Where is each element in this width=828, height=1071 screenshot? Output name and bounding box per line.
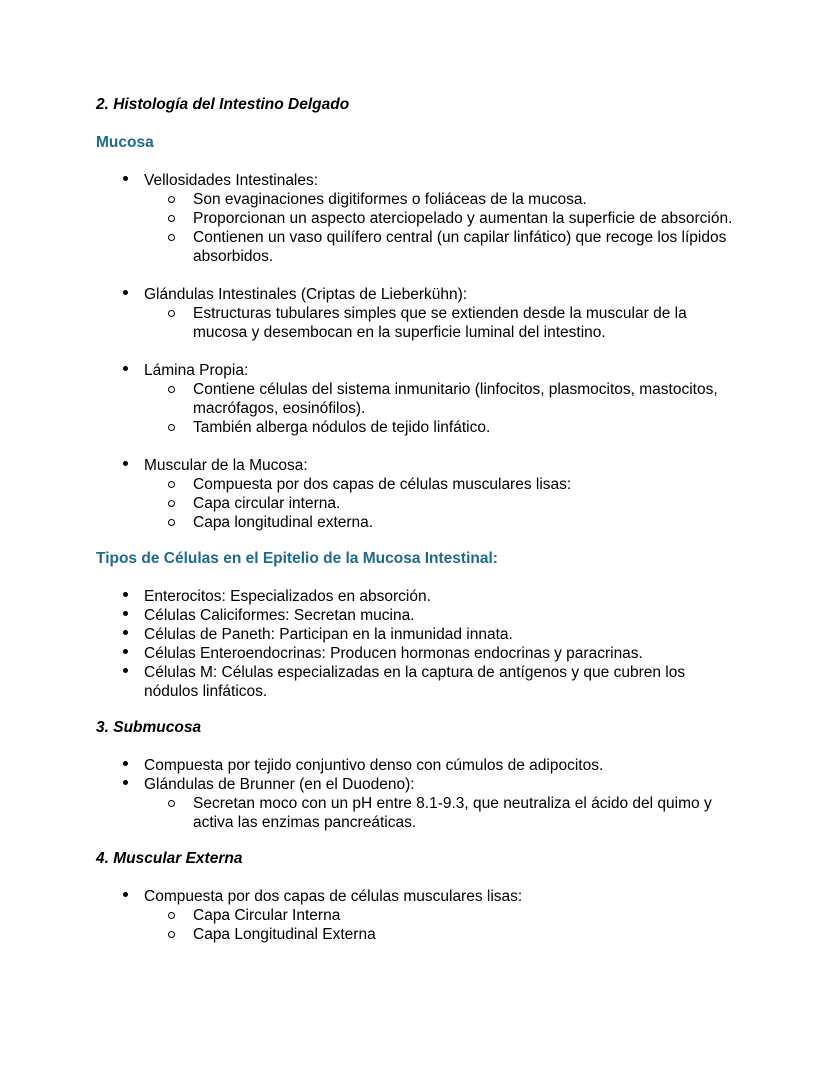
bullet-icon (120, 606, 130, 625)
submucosa-list (96, 756, 736, 832)
circle-bullet-icon (168, 912, 175, 919)
circle-bullet-icon (168, 424, 175, 431)
bullet-icon (120, 625, 130, 644)
sublist-item: También alberga nódulos de tejido linfático. (144, 418, 736, 437)
sublist-item: Capa Circular Interna (144, 906, 736, 925)
circle-bullet-icon (168, 481, 175, 488)
list-item-label: Glándulas Intestinales (Criptas de Lieberkühn): (144, 286, 468, 303)
sublist (96, 475, 736, 532)
sublist-item: Contiene células del sistema inmunitario (linfocitos, plasmocitos, mastocitos, macrófagos, eosinófilos). (144, 380, 736, 418)
sublist-item: Proporcionan un aspecto aterciopelado y aumentan la superficie de absorción. (144, 209, 736, 228)
sublist-item: Capa circular interna. (144, 494, 736, 513)
list-item-capas-musculares: Compuesta por dos capas de células musculares lisas: Capa Circular Interna Capa Longitudinal Externa (96, 887, 736, 944)
list-item-tejido-conjuntivo: Compuesta por tejido conjuntivo denso con cúmulos de adipocitos. (96, 756, 736, 775)
sublist (96, 906, 736, 944)
list-item-caliciformes: Células Caliciformes: Secretan mucina. (96, 606, 736, 625)
list-item-muscular-mucosa (96, 456, 736, 532)
bullet-icon (120, 361, 130, 380)
bullet-icon (120, 171, 130, 190)
list-item-lamina-propia (96, 361, 736, 437)
sublist-item: Compuesta por dos capas de células musculares lisas: (144, 475, 736, 494)
circle-bullet-icon (168, 310, 175, 317)
sublist-item: Secretan moco con un pH entre 8.1-9.3, que neutraliza el ácido del quimo y activa las enzimas pancreáticas. (144, 794, 736, 832)
cell-types-list (96, 587, 736, 701)
sublist-item: Son evaginaciones digitiformes o foliáceas de la mucosa. (144, 190, 736, 209)
list-item-paneth: Células de Paneth: Participan en la inmunidad innata. (96, 625, 736, 644)
mucosa-list (96, 171, 736, 532)
bullet-icon (120, 456, 130, 475)
sublist (96, 794, 736, 832)
section-title-histologia: 2. Histología del Intestino Delgado (96, 96, 350, 113)
list-item-label: Muscular de la Mucosa: (144, 457, 308, 474)
circle-bullet-icon (168, 196, 175, 203)
circle-bullet-icon (168, 215, 175, 222)
circle-bullet-icon (168, 234, 175, 241)
sublist (96, 380, 736, 437)
circle-bullet-icon (168, 386, 175, 393)
list-item-enterocitos: Enterocitos: Especializados en absorción. (96, 587, 736, 606)
bullet-icon (120, 644, 130, 663)
subheading-mucosa: Mucosa (96, 134, 154, 151)
bullet-icon (120, 663, 130, 682)
circle-bullet-icon (168, 500, 175, 507)
bullet-icon (120, 887, 130, 906)
subheading-cell-types: Tipos de Células en el Epitelio de la Mucosa Intestinal: (96, 550, 498, 567)
sublist (96, 190, 736, 266)
section-title-submucosa: 3. Submucosa (96, 719, 202, 736)
list-item-celulas-m: Células M: Células especializadas en la captura de antígenos y que cubren los nódulos linfáticos. (96, 663, 736, 701)
sublist-item: Capa Longitudinal Externa (144, 925, 736, 944)
list-item-label: Vellosidades Intestinales: (144, 172, 319, 189)
circle-bullet-icon (168, 931, 175, 938)
sublist-item: Capa longitudinal externa. (144, 513, 736, 532)
document-page (96, 95, 736, 944)
list-item-brunner: Glándulas de Brunner (en el Duodeno): Secretan moco con un pH entre 8.1-9.3, que neutraliza el ácido del quimo y activa las enzimas pancreáticas. (96, 775, 736, 832)
bullet-icon (120, 756, 130, 775)
sublist (96, 304, 736, 342)
bullet-icon (120, 285, 130, 304)
circle-bullet-icon (168, 800, 175, 807)
section-title-muscular-externa: 4. Muscular Externa (96, 850, 243, 867)
list-item-enteroendocrinas: Células Enteroendocrinas: Producen hormonas endocrinas y paracrinas. (96, 644, 736, 663)
bullet-icon (120, 775, 130, 794)
circle-bullet-icon (168, 519, 175, 526)
sublist-item: Contienen un vaso quilífero central (un capilar linfático) que recoge los lípidos absorbidos. (144, 228, 736, 266)
list-item-vellosidades (96, 171, 736, 266)
list-item-label: Lámina Propia: (144, 362, 249, 379)
list-item-glandulas-intestinales (96, 285, 736, 342)
bullet-icon (120, 587, 130, 606)
sublist-item: Estructuras tubulares simples que se extienden desde la muscular de la mucosa y desembocan en la superficie luminal del intestino. (144, 304, 736, 342)
muscular-externa-list (96, 887, 736, 944)
